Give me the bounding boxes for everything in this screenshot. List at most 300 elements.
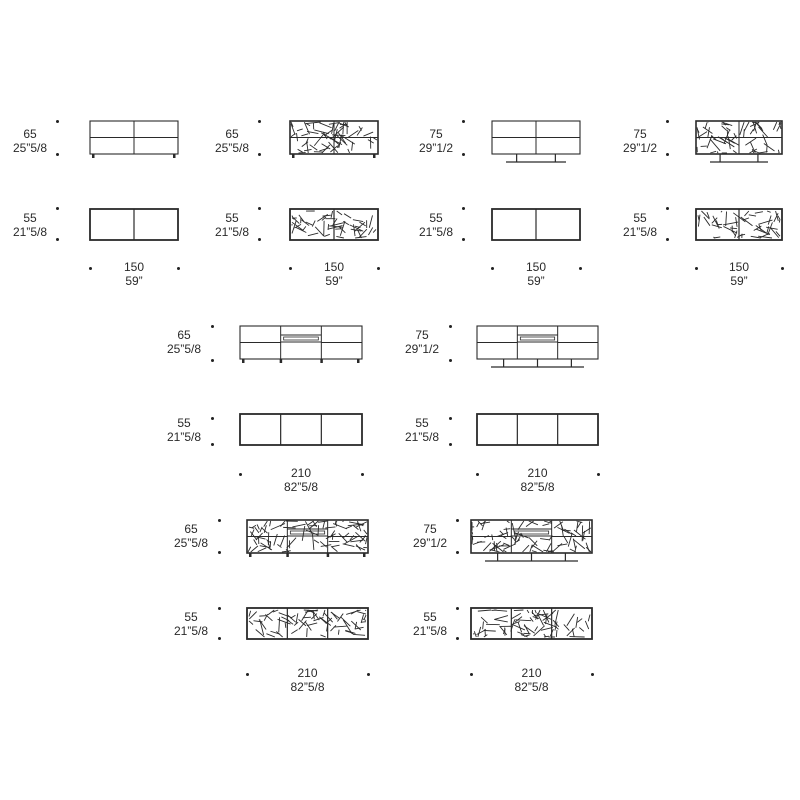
dimension-inch: 59” <box>125 274 143 288</box>
pattern-stroke <box>755 212 763 214</box>
pattern-stroke <box>268 610 274 615</box>
pattern-stroke <box>249 611 251 617</box>
dimension-dot <box>470 673 473 676</box>
foot <box>92 154 95 158</box>
pattern-stroke <box>723 226 737 233</box>
front-height-label <box>174 522 208 550</box>
dimension-dot <box>218 637 221 640</box>
front-view-210-pattern-base <box>471 520 592 561</box>
top-view-150-pattern-base <box>696 209 782 240</box>
front-view-150-pattern-base <box>696 121 782 162</box>
foot <box>327 553 330 557</box>
pattern-stroke <box>308 233 318 236</box>
dimension-inch: 21”5/8 <box>12 225 48 239</box>
dimension-cm: 55 <box>177 416 191 430</box>
pattern-stroke <box>726 211 727 225</box>
pattern-stroke <box>307 142 308 153</box>
pattern-stroke <box>512 523 515 537</box>
dimension-dot <box>246 673 249 676</box>
pattern-stroke <box>523 545 529 552</box>
pattern-stroke <box>744 211 748 216</box>
pattern-stroke <box>248 547 251 552</box>
pattern-stroke <box>567 614 575 626</box>
top-depth-label <box>623 211 657 239</box>
pattern-stroke <box>546 543 551 551</box>
pattern-stroke <box>319 123 331 128</box>
width-label <box>284 466 318 494</box>
front-view-210-pattern <box>247 520 368 557</box>
pattern-stroke <box>480 522 490 524</box>
pattern-stroke <box>330 625 336 631</box>
pattern-stroke <box>314 540 319 543</box>
dimension-cm: 65 <box>184 522 198 536</box>
dimension-cm: 75 <box>415 328 429 342</box>
pattern-stroke <box>515 617 522 623</box>
dimension-cm: 150 <box>323 260 345 274</box>
pattern-stroke <box>779 152 780 153</box>
dimension-inch: 25”5/8 <box>12 141 48 155</box>
pattern-stroke <box>321 133 334 140</box>
width-label <box>290 666 324 694</box>
pattern-stroke <box>733 151 736 153</box>
pattern-stroke <box>343 544 355 547</box>
pattern-stroke <box>553 543 562 551</box>
pattern-stroke <box>368 227 372 235</box>
pattern-stroke <box>307 628 308 637</box>
pattern-stroke <box>257 524 259 529</box>
dimension-dot <box>449 359 452 362</box>
dimension-dot <box>211 417 214 420</box>
pattern-stroke <box>364 530 367 534</box>
pattern-stroke <box>517 632 524 635</box>
dimension-dot <box>258 153 261 156</box>
dimension-dot <box>218 551 221 554</box>
dimension-inch: 25”5/8 <box>214 141 250 155</box>
dimension-inch: 21”5/8 <box>404 430 440 444</box>
pattern-stroke <box>767 211 771 212</box>
dimension-cm: 75 <box>423 522 437 536</box>
pattern-stroke <box>282 551 291 552</box>
pattern-stroke <box>290 615 295 618</box>
pattern-stroke <box>298 149 303 152</box>
pattern-stroke <box>266 634 274 637</box>
dimension-dot <box>361 473 364 476</box>
pattern-stroke <box>585 621 588 629</box>
pattern-stroke <box>346 526 352 528</box>
top-view-210-plain-base <box>477 414 598 445</box>
pattern-stroke <box>768 215 771 224</box>
pattern-stroke <box>301 134 308 136</box>
front-height-label <box>13 127 47 155</box>
cabinet-top-outline <box>247 608 368 639</box>
pattern-stroke <box>708 127 710 137</box>
dimension-dot <box>377 267 380 270</box>
pattern-stroke <box>556 630 557 637</box>
pattern-stroke <box>477 522 480 527</box>
dimension-cm: 55 <box>415 416 429 430</box>
pattern-stroke <box>297 129 303 131</box>
pattern-stroke <box>713 139 726 144</box>
pattern-stroke <box>352 142 353 151</box>
pattern-stroke <box>483 621 484 629</box>
cabinet-top-outline <box>240 414 362 445</box>
pattern-stroke <box>364 615 366 619</box>
front-height-label <box>215 127 249 155</box>
pattern-stroke <box>328 224 329 230</box>
pattern-stroke <box>712 225 722 228</box>
pattern-stroke <box>544 636 549 637</box>
dimension-cm: 210 <box>521 666 542 680</box>
pattern-stroke <box>307 623 317 626</box>
dimension-dot <box>211 443 214 446</box>
front-view-150-plain <box>90 121 178 158</box>
pattern-stroke <box>474 631 476 637</box>
pattern-stroke <box>518 521 524 530</box>
dimension-dot <box>211 359 214 362</box>
top-view-210-plain <box>240 414 362 445</box>
dimension-cm: 65 <box>225 127 239 141</box>
front-height-label <box>413 522 447 550</box>
pattern-stroke <box>331 211 333 218</box>
pattern-stroke <box>542 524 549 526</box>
width-label <box>124 260 144 288</box>
width-label <box>514 666 548 694</box>
pattern-stroke <box>494 610 507 611</box>
front-view-150-pattern <box>290 121 378 158</box>
top-view-210-pattern <box>247 608 368 639</box>
pattern-stroke <box>564 624 570 630</box>
dimension-dot <box>289 267 292 270</box>
pattern-stroke <box>717 151 718 153</box>
pattern-stroke <box>535 610 536 613</box>
pattern-stroke <box>550 521 552 522</box>
pattern-stroke <box>503 543 509 545</box>
dimension-cm: 210 <box>297 666 318 680</box>
pattern-stroke <box>532 551 537 552</box>
dimension-dot <box>491 267 494 270</box>
pattern-stroke <box>755 122 763 131</box>
pattern-stroke <box>713 237 714 238</box>
dimension-dot <box>177 267 180 270</box>
pattern-stroke <box>308 521 314 525</box>
pattern-stroke <box>579 627 584 631</box>
top-depth-label <box>167 416 201 444</box>
dimension-inch: 29”1/2 <box>418 141 454 155</box>
pattern-stroke <box>340 125 345 129</box>
pattern-stroke <box>577 619 582 623</box>
dimension-dot <box>666 120 669 123</box>
pattern-stroke <box>344 214 351 218</box>
dimension-dot <box>476 473 479 476</box>
pattern-stroke <box>494 619 508 621</box>
pattern-stroke <box>325 527 335 528</box>
dimension-cm: 150 <box>123 260 145 274</box>
foot <box>357 359 360 363</box>
dimension-dot <box>449 443 452 446</box>
top-view-150-plain <box>90 209 178 240</box>
width-label <box>526 260 546 288</box>
front-height-label <box>405 328 439 356</box>
pattern-stroke <box>698 215 699 220</box>
pattern-stroke <box>710 151 716 153</box>
dimension-inch: 21”5/8 <box>412 624 448 638</box>
pattern-stroke <box>363 619 366 621</box>
pattern-stroke <box>271 524 285 530</box>
pattern-stroke <box>703 127 713 133</box>
width-label <box>324 260 344 288</box>
dimension-dot <box>781 267 784 270</box>
pattern-stroke <box>705 122 707 128</box>
dimension-cm: 55 <box>633 211 647 225</box>
pattern-stroke <box>315 227 324 236</box>
pattern-stroke <box>568 534 572 547</box>
pattern-stroke <box>287 538 296 549</box>
pattern-stroke <box>297 133 298 141</box>
pattern-stroke <box>540 539 549 540</box>
pattern-stroke <box>274 534 278 546</box>
front-height-label <box>167 328 201 356</box>
dimension-inch: 21”5/8 <box>173 624 209 638</box>
width-label <box>729 260 749 288</box>
dimension-dot <box>449 325 452 328</box>
front-height-label <box>419 127 453 155</box>
pattern-stroke <box>514 610 524 611</box>
dimension-cm: 150 <box>728 260 750 274</box>
dimension-dot <box>591 673 594 676</box>
pattern-stroke <box>323 521 325 528</box>
top-depth-label <box>174 610 208 638</box>
dimension-dot <box>456 607 459 610</box>
pattern-stroke <box>292 524 305 527</box>
pattern-stroke <box>365 610 366 611</box>
foot <box>280 359 283 363</box>
pattern-stroke <box>344 536 358 544</box>
dimension-cm: 55 <box>225 211 239 225</box>
dimension-cm: 210 <box>527 466 548 480</box>
pattern-stroke <box>745 138 756 145</box>
pattern-stroke <box>320 635 325 637</box>
dimension-inch: 21”5/8 <box>418 225 454 239</box>
dimension-dot <box>456 637 459 640</box>
foot <box>363 553 366 557</box>
pattern-stroke <box>334 626 348 627</box>
pattern-stroke <box>472 532 473 535</box>
dimension-inch: 29”1/2 <box>412 536 448 550</box>
pattern-stroke <box>339 533 348 542</box>
pattern-stroke <box>329 142 338 153</box>
pattern-stroke <box>507 521 510 523</box>
pattern-stroke <box>588 615 590 622</box>
pattern-stroke <box>332 545 340 547</box>
dimension-dot <box>456 551 459 554</box>
pattern-stroke <box>357 612 366 614</box>
pattern-stroke <box>264 521 268 527</box>
pattern-stroke <box>494 616 507 620</box>
top-view-210-pattern-base <box>471 608 592 639</box>
pattern-stroke <box>749 215 756 216</box>
pattern-stroke <box>343 533 349 538</box>
dimension-inch: 59” <box>730 274 748 288</box>
pattern-stroke <box>723 222 738 225</box>
cabinet-top-outline <box>477 414 598 445</box>
pattern-stroke <box>337 211 342 215</box>
pattern-stroke <box>572 629 574 637</box>
pattern-stroke <box>722 126 727 131</box>
pattern-stroke <box>586 547 591 552</box>
foot <box>286 553 289 557</box>
pattern-stroke <box>318 521 327 522</box>
top-depth-label <box>215 211 249 239</box>
pattern-stroke <box>291 630 297 634</box>
dimension-cm: 65 <box>177 328 191 342</box>
dimension-cm: 55 <box>184 610 198 624</box>
dimension-inch: 82”5/8 <box>514 680 549 694</box>
dimension-dot <box>56 207 59 210</box>
dimension-dot <box>462 153 465 156</box>
pattern-stroke <box>713 216 718 226</box>
dimension-dot <box>579 267 582 270</box>
dimension-dot <box>462 238 465 241</box>
dimension-inch: 21”5/8 <box>622 225 658 239</box>
dimension-dot <box>258 238 261 241</box>
top-depth-label <box>405 416 439 444</box>
pattern-stroke <box>254 621 263 622</box>
pattern-stroke <box>251 546 258 552</box>
top-depth-label <box>419 211 453 239</box>
front-height-label <box>623 127 657 155</box>
dimension-dot <box>89 267 92 270</box>
pattern-stroke <box>481 617 488 623</box>
pattern-stroke <box>333 524 347 529</box>
dimension-dot <box>462 207 465 210</box>
dimension-inch: 59” <box>325 274 343 288</box>
foot <box>320 359 323 363</box>
pattern-stroke <box>374 138 377 140</box>
width-label <box>520 466 554 494</box>
pattern-stroke <box>527 610 529 613</box>
dimension-dot <box>218 607 221 610</box>
pattern-stroke <box>730 228 737 229</box>
dimension-cm: 55 <box>429 211 443 225</box>
pattern-stroke <box>270 521 271 526</box>
pattern-stroke <box>276 631 282 637</box>
pattern-stroke <box>492 534 493 540</box>
pattern-stroke <box>773 122 776 130</box>
dimension-dot <box>258 120 261 123</box>
pattern-stroke <box>285 623 286 628</box>
dimension-dot <box>695 267 698 270</box>
pattern-stroke <box>779 219 780 222</box>
pattern-stroke <box>353 220 363 222</box>
pattern-stroke <box>283 527 295 528</box>
dimension-inch: 21”5/8 <box>214 225 250 239</box>
front-view-150-plain-base <box>492 121 580 162</box>
dimension-inch: 82”5/8 <box>283 480 319 494</box>
pattern-stroke <box>740 234 745 235</box>
pattern-stroke <box>291 133 295 136</box>
dimension-dot <box>258 207 261 210</box>
dimension-cm: 55 <box>423 610 437 624</box>
pattern-stroke <box>348 131 358 138</box>
top-view-150-pattern <box>290 209 378 240</box>
dimension-dot <box>449 417 452 420</box>
pattern-stroke <box>511 613 520 618</box>
pattern-stroke <box>318 525 319 536</box>
pattern-stroke <box>721 211 722 212</box>
pattern-stroke <box>324 234 330 236</box>
pattern-stroke <box>478 610 491 611</box>
dimension-dot <box>239 473 242 476</box>
drawer-handle <box>514 531 548 534</box>
dimension-inch: 29”1/2 <box>404 342 440 356</box>
pattern-stroke <box>249 621 253 625</box>
drawer-handle <box>520 337 554 340</box>
pattern-stroke <box>336 236 344 238</box>
dimension-cm: 65 <box>23 127 37 141</box>
pattern-stroke <box>331 546 337 551</box>
drawer-handle <box>284 337 319 340</box>
pattern-stroke <box>504 529 511 530</box>
pattern-stroke <box>740 122 744 135</box>
dimension-inch: 59” <box>527 274 545 288</box>
dimension-cm: 75 <box>633 127 647 141</box>
dimension-inch: 82”5/8 <box>520 480 555 494</box>
pattern-stroke <box>504 544 516 550</box>
pattern-stroke <box>353 525 359 530</box>
pattern-stroke <box>750 129 753 134</box>
pattern-stroke <box>293 218 299 224</box>
pattern-stroke <box>302 526 305 541</box>
dimension-dot <box>367 673 370 676</box>
dimension-dot <box>666 238 669 241</box>
pattern-stroke <box>778 216 780 220</box>
dimension-dot <box>462 120 465 123</box>
pattern-stroke <box>313 534 314 550</box>
dimension-inch: 21”5/8 <box>166 430 202 444</box>
pattern-stroke <box>265 614 272 620</box>
pattern-stroke <box>535 626 538 631</box>
foot <box>373 154 376 158</box>
front-view-210-plain-base <box>477 326 598 367</box>
pattern-stroke <box>279 613 292 618</box>
dimension-cm: 55 <box>23 211 37 225</box>
pattern-stroke <box>369 215 372 227</box>
foot <box>242 359 245 363</box>
pattern-stroke <box>291 124 295 135</box>
dimension-inch: 25”5/8 <box>173 536 209 550</box>
pattern-stroke <box>254 540 257 545</box>
dimension-dot <box>56 153 59 156</box>
pattern-stroke <box>366 538 367 544</box>
dimension-dot <box>218 519 221 522</box>
dimension-dot <box>211 325 214 328</box>
dimension-dot <box>456 519 459 522</box>
dimension-dot <box>597 473 600 476</box>
foot <box>292 154 295 158</box>
pattern-stroke <box>312 221 315 227</box>
top-depth-label <box>13 211 47 239</box>
pattern-stroke <box>511 624 525 630</box>
dimension-dot <box>666 207 669 210</box>
pattern-stroke <box>280 536 284 546</box>
pattern-stroke <box>557 544 567 546</box>
pattern-stroke <box>335 123 339 131</box>
foot <box>249 553 252 557</box>
pattern-stroke <box>338 630 339 635</box>
pattern-stroke <box>576 521 582 523</box>
pattern-stroke <box>303 617 311 618</box>
pattern-stroke <box>564 536 568 543</box>
